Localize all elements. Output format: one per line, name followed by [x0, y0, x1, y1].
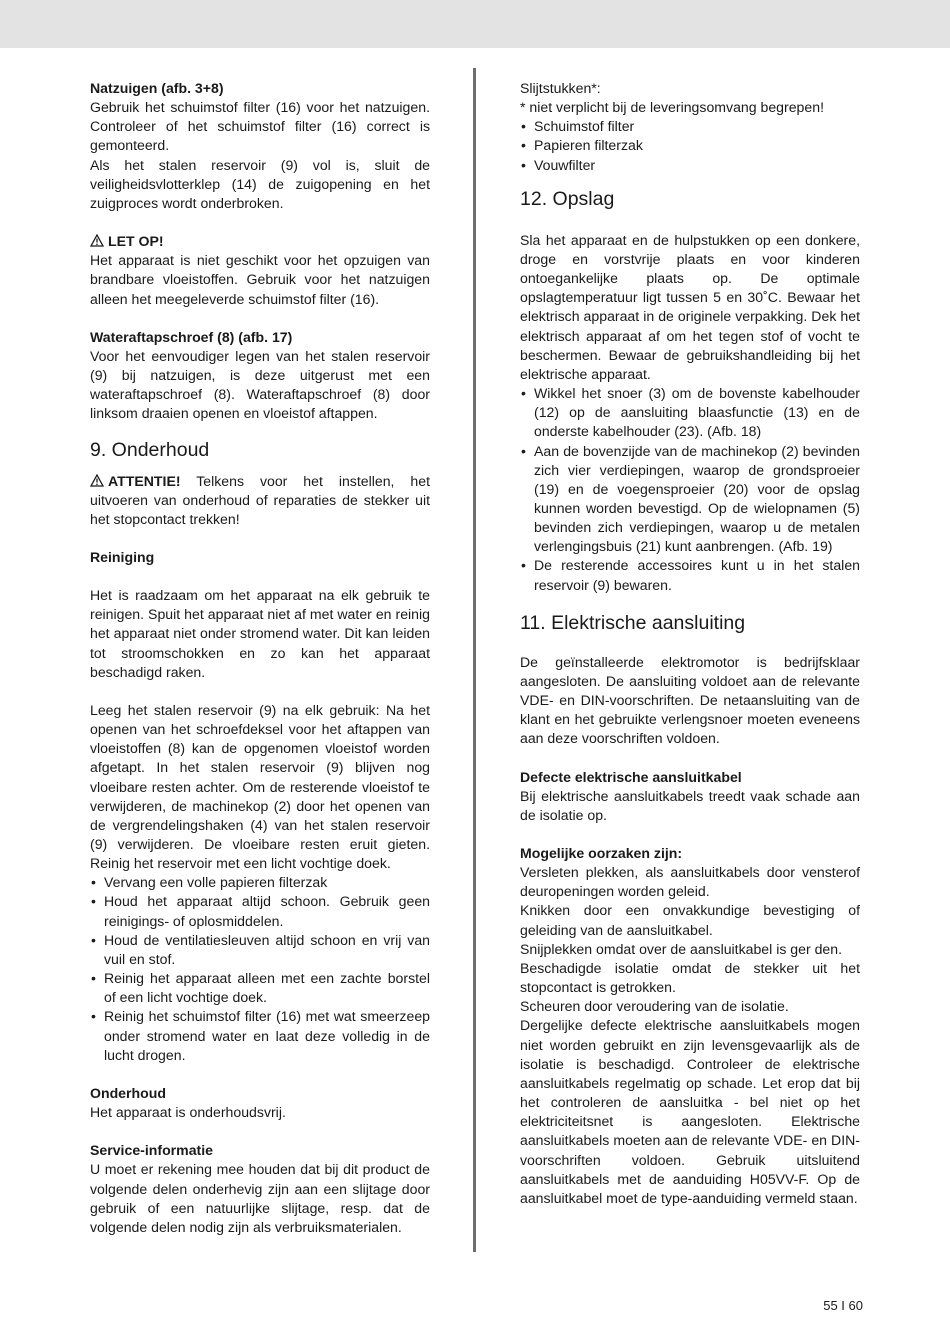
- right-column: [520, 79, 860, 1208]
- reiniging-list: [90, 873, 430, 1065]
- oorzaken-line: Versleten plekken, als aansluitkabels door vensterof deuropeningen worden geleid.: [520, 864, 860, 900]
- list-item: • Papieren filterzak: [520, 136, 860, 155]
- slijtstukken-list: [520, 117, 860, 174]
- opslag-heading: 12. Opslag: [520, 187, 615, 210]
- page-number: 55 I 60: [823, 1298, 863, 1313]
- letop-text: Het apparaat is niet geschikt voor het opzuigen van brandbare vloeistoffen. Gebruik voor het natzuigen alleen het meegeleverde schuimstof filter (16).: [90, 252, 430, 307]
- wateraftap-title: Wateraftapschroef (8) (afb. 17): [90, 328, 293, 345]
- oorzaken-line: Scheuren door veroudering van de isolatie.: [520, 998, 789, 1015]
- list-item: • Reinig het apparaat alleen met een zachte borstel of een licht vochtige doek.: [90, 969, 430, 1007]
- service-title: Service-informatie: [90, 1142, 213, 1159]
- list-item: • De resterende accessoires kunt u in het stalen reservoir (9) bewaren.: [520, 556, 860, 594]
- defect-text: Bij elektrische aansluitkabels treedt vaak schade aan de isolatie op.: [520, 787, 860, 823]
- list-item: • Vouwfilter: [520, 156, 860, 175]
- list-item: • Wikkel het snoer (3) om de bovenste kabelhouder (12) op de aansluiting blaasfunctie (13) en de onderste kabelhouder (23). (Afb. 18): [520, 384, 860, 441]
- column-divider: [473, 68, 476, 1252]
- natzuigen-text-2: Als het stalen reservoir (9) vol is, sluit de veiligheidsvlotterklep (14) de zuigopening en het zuigproces wordt onderbroken.: [90, 156, 430, 211]
- oorzaken-title: Mogelijke oorzaken zijn:: [520, 845, 683, 861]
- elektrische-aansluiting-heading: 11. Elektrische aansluiting: [520, 611, 746, 634]
- oorzaken-line: Knikken door een onvakkundige bevestiging of geleiding van de aansluitkabel.: [520, 902, 860, 938]
- defect-title: Defecte elektrische aansluitkabel: [520, 768, 742, 785]
- natzuigen-text: Gebruik het schuimstof filter (16) voor het natzuigen. Controleer of het schuimstof filter (16) correct is gemonteerd.: [90, 99, 430, 154]
- opslag-list: [520, 384, 860, 595]
- warning-icon: [90, 474, 104, 487]
- list-item: • Aan de bovenzijde van de machinekop (2) bevinden zich vier verdiepingen, waarop de grondsproeier (19) en de voegensproeier (20) voor de opslag kunnen worden bevestigd. Op de wielopnamen (5) bevinden zich verdiepingen, waarop u de metalen verlengingsbuis (21) kunt aanbrengen. (Afb. 19): [520, 442, 860, 557]
- attentie-label: ATTENTIE!: [108, 472, 181, 489]
- list-item: • Reinig het schuimstof filter (16) met wat smeerzeep onder stromend water en laat deze volledig in de lucht drogen.: [90, 1007, 430, 1064]
- warning-icon: [90, 234, 104, 247]
- slijtstukken-title: Slijtstukken*:: [520, 80, 601, 96]
- onderhoud-title: Onderhoud: [90, 1084, 166, 1101]
- list-item: • Schuimstof filter: [520, 117, 860, 136]
- natzuigen-title: Natzuigen (afb. 3+8): [90, 80, 224, 96]
- opslag-text: Sla het apparaat en de hulpstukken op een donkere, droge en vorstvrije plaats en voor kinderen ontoegankelijke plaats op. De optimale opslagtemperatuur ligt tussen 5 en 30˚C. Bewaar het elektrisch apparaat in de originele verpakking. Dek het elektrisch apparaat af om het tegen stof of vocht te beschermen. Bewaar de gebruikshandleiding bij het elektrische apparaat.: [520, 231, 860, 382]
- list-item: • Houd de ventilatiesleuven altijd schoon en vrij van vuil en stof.: [90, 931, 430, 969]
- wateraftap-text: Voor het eenvoudiger legen van het stalen reservoir (9) bij natzuigen, is deze uitgerust met een wateraftapschroef (8). Wateraftapschroef (8) door linksom draaien openen en vloeistof aftappen.: [90, 347, 430, 422]
- header-band: [0, 0, 950, 48]
- list-item: • Houd het apparaat altijd schoon. Gebruik geen reinigings- of oplosmiddelen.: [90, 892, 430, 930]
- attentie-paragraph: [90, 472, 430, 529]
- elektrische-aansluiting-text: De geïnstalleerde elektromotor is bedrijfsklaar aangesloten. De aansluiting voldoet aan de relevante VDE- en DIN-voorschriften. De netaansluiting van de klant en het gebruikte verlengsnoer moeten eveneens aan deze voorschriften voldoen.: [520, 653, 860, 747]
- slijtstukken-note: * niet verplicht bij de leveringsomvang begrepen!: [520, 99, 824, 116]
- onderhoud-heading: 9. Onderhoud: [90, 438, 210, 461]
- letop-label: LET OP!: [108, 233, 164, 250]
- service-text: U moet er rekening mee houden dat bij dit product de volgende delen onderhevig zijn aan een slijtage door gebruik of een natuurlijke slijtage, resp. dat de volgende delen nodig zijn als verbruiksmaterialen.: [90, 1161, 430, 1235]
- oorzaken-line: Beschadigde isolatie omdat de stekker uit het stopcontact is getrokken.: [520, 959, 860, 996]
- letop-title: [90, 232, 430, 251]
- list-item: • Vervang een volle papieren filterzak: [90, 873, 430, 892]
- left-column: [90, 79, 430, 1237]
- onderhoud-text: Het apparaat is onderhoudsvrij.: [90, 1104, 286, 1121]
- attentie-text: Telkens voor het instellen, het uitvoeren van onderhoud of reparaties de stekker uit het stopcontact trekken!: [90, 472, 430, 527]
- reiniging-paragraph-2: Leeg het stalen reservoir (9) na elk gebruik: Na het openen van het schroefdeksel voor het aftappen van vloeistoffen (8) kan de opgenomen vloeistof worden afgetapt. In het stalen reservoir (9) blijven nog vloeibare resten achter. Om de resterende vloeistof te verwijderen, de machinekop (2) door het openen van de vergrendelingshaken (4) van het stalen reservoir (9) verwijderen. De vloeibare resten eruit gieten. Reinig het reservoir met een licht vochtige doek.: [90, 701, 430, 872]
- reiniging-title: Reiniging: [90, 548, 155, 565]
- oorzaken-final: Dergelijke defecte elektrische aansluitkabels mogen niet worden gebruikt en zijn levensgevaarlijk als de isolatie is beschadigd. Controleer de elektrische aansluitkabels regelmatig op schade. Let erop dat bij het controleren de aansluitka - bel niet op het elektriciteitsnet is aangesloten. Elektrische aansluitkabels moeten aan de relevante VDE- en DIN-voorschriften voldoen. Gebruik uitsluitend aansluitkabels met de aanduiding H05VV-F. Op de aansluitkabel moet de type-aanduiding vermeld staan.: [520, 1017, 860, 1206]
- oorzaken-line: Snijplekken omdat over de aansluitkabel is ger den.: [520, 940, 843, 957]
- reiniging-paragraph-1: Het is raadzaam om het apparaat na elk gebruik te reinigen. Spuit het apparaat niet af met water en reinig het apparaat niet onder stromend water. Dit kan leiden tot stroomschokken en zo kan het apparaat beschadigd raken.: [90, 587, 430, 680]
